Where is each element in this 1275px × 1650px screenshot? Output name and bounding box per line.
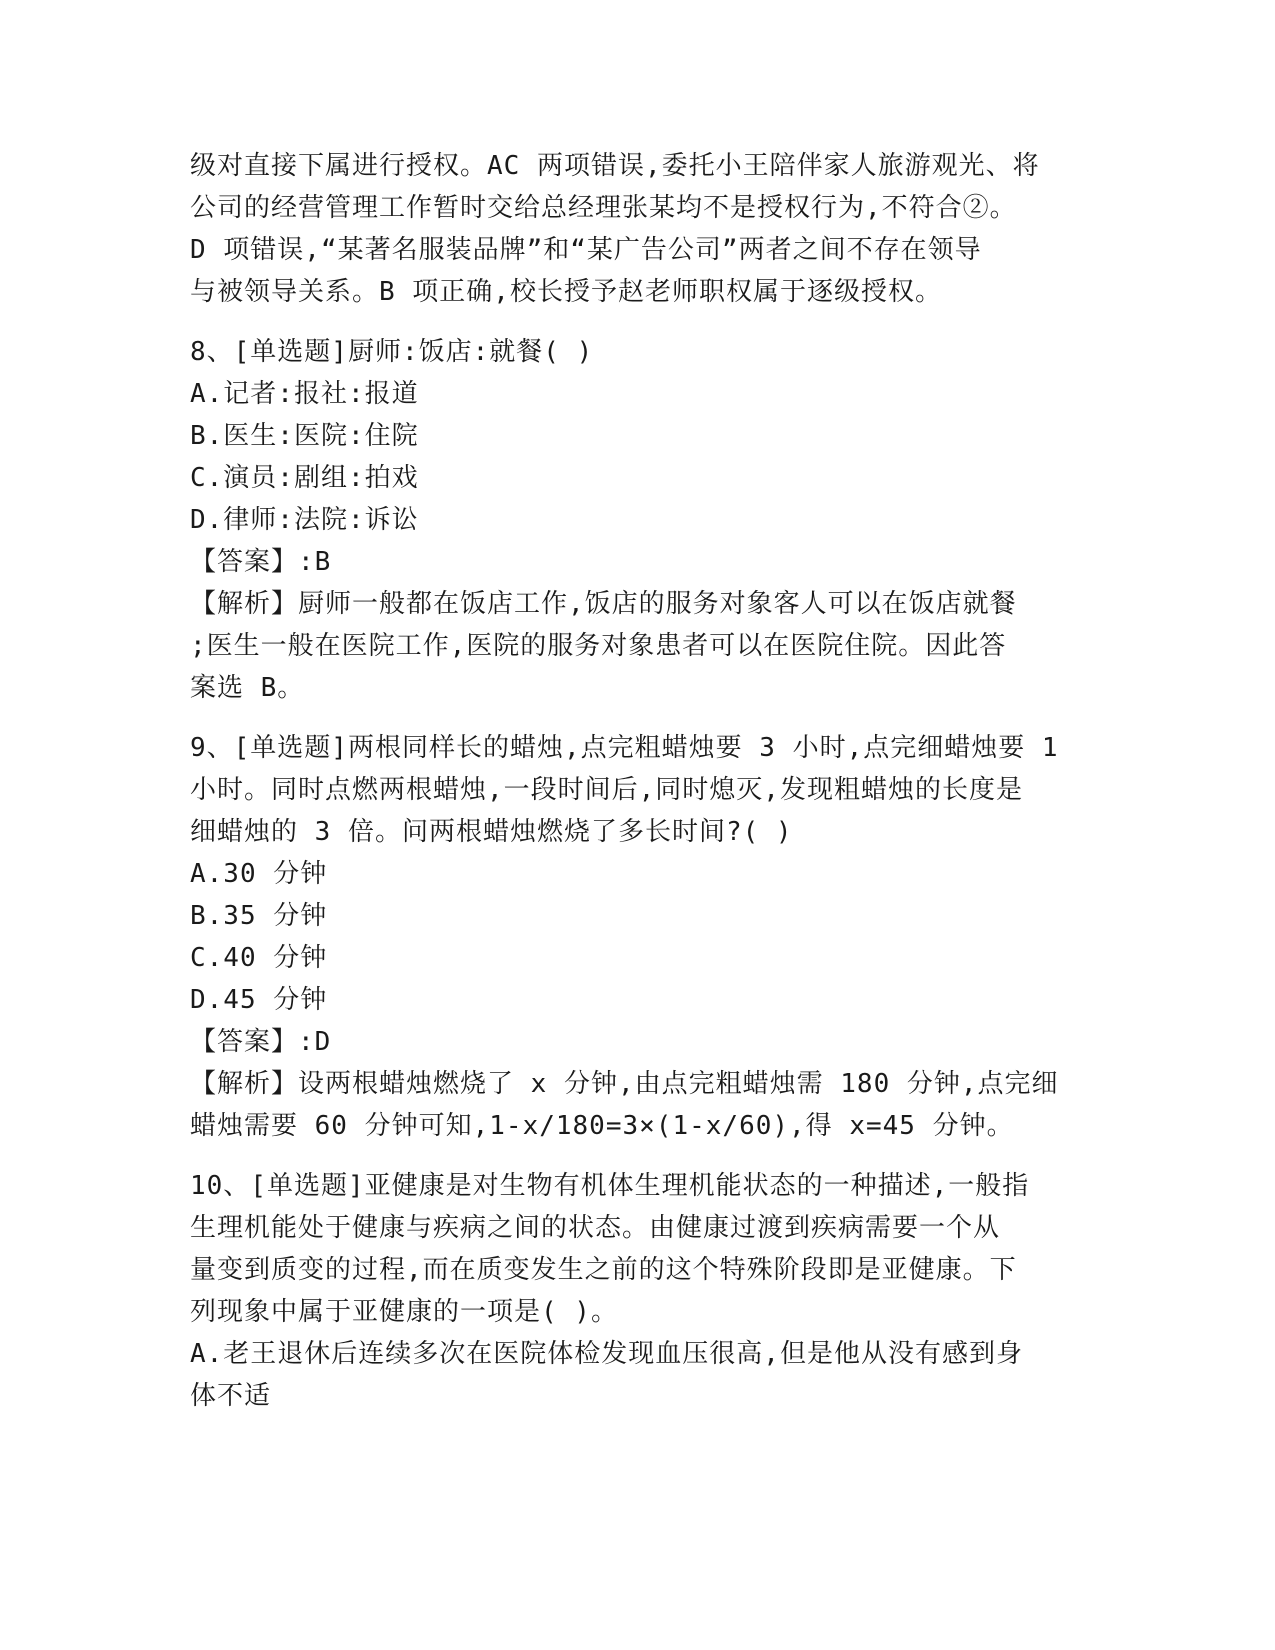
text-line: 级对直接下属进行授权。AC 两项错误,委托小王陪伴家人旅游观光、将	[190, 151, 1040, 181]
option-b: B.35 分钟	[190, 901, 328, 931]
text-line: D 项错误,“某著名服装品牌”和“某广告公司”两者之间不存在领导	[190, 235, 982, 265]
question-stem: 生理机能处于健康与疾病之间的状态。由健康过渡到疾病需要一个从	[190, 1213, 1001, 1243]
question-stem: 9、[单选题]两根同样长的蜡烛,点完粗蜡烛要 3 小时,点完细蜡烛要 1	[190, 733, 1059, 763]
option-a-continued: 体不适	[190, 1381, 272, 1411]
analysis-line: 蜡烛需要 60 分钟可知,1-x/180=3×(1-x/60),得 x=45 分钟。	[190, 1111, 1014, 1141]
intro-paragraph	[190, 145, 1070, 313]
analysis-line: 【解析】设两根蜡烛燃烧了 x 分钟,由点完粗蜡烛需 180 分钟,点完细	[190, 1069, 1059, 1099]
question-stem: 细蜡烛的 3 倍。问两根蜡烛燃烧了多长时间?( )	[190, 817, 793, 847]
analysis-line: 案选 B。	[190, 673, 305, 703]
question-stem: 量变到质变的过程,而在质变发生之前的这个特殊阶段即是亚健康。下	[190, 1255, 1017, 1285]
option-c: C.演员:剧组:拍戏	[190, 463, 419, 493]
analysis-line: 【解析】厨师一般都在饭店工作,饭店的服务对象客人可以在饭店就餐	[190, 589, 1017, 619]
question-8	[190, 331, 1070, 709]
option-d: D.律师:法院:诉讼	[190, 505, 419, 535]
option-a: A.30 分钟	[190, 859, 328, 889]
question-10	[190, 1165, 1070, 1417]
option-c: C.40 分钟	[190, 943, 328, 973]
answer: 【答案】:B	[190, 547, 332, 577]
question-9	[190, 727, 1070, 1147]
answer: 【答案】:D	[190, 1027, 332, 1057]
text-line: 与被领导关系。B 项正确,校长授予赵老师职权属于逐级授权。	[190, 277, 942, 307]
option-b: B.医生:医院:住院	[190, 421, 419, 451]
question-stem: 10、[单选题]亚健康是对生物有机体生理机能状态的一种描述,一般指	[190, 1171, 1030, 1201]
option-a: A.记者:报社:报道	[190, 379, 419, 409]
question-stem: 8、[单选题]厨师:饭店:就餐( )	[190, 337, 594, 367]
option-d: D.45 分钟	[190, 985, 328, 1015]
option-a: A.老王退休后连续多次在医院体检发现血压很高,但是他从没有感到身	[190, 1339, 1023, 1369]
text-line: 公司的经营管理工作暂时交给总经理张某均不是授权行为,不符合②。	[190, 193, 1017, 223]
analysis-line: ;医生一般在医院工作,医院的服务对象患者可以在医院住院。因此答	[190, 631, 1007, 661]
question-stem: 小时。同时点燃两根蜡烛,一段时间后,同时熄灭,发现粗蜡烛的长度是	[190, 775, 1023, 805]
question-stem: 列现象中属于亚健康的一项是( )。	[190, 1297, 618, 1327]
document-page	[190, 145, 1070, 1417]
